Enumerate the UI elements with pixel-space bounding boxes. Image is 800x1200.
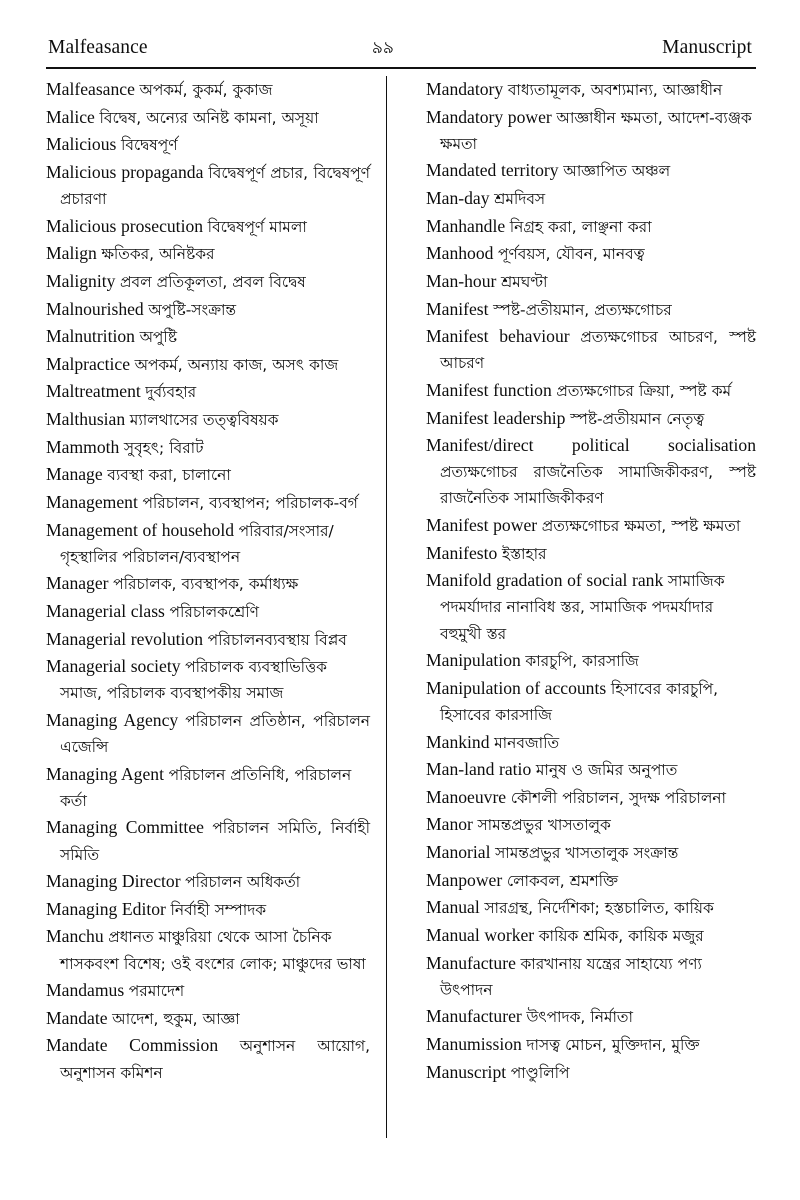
entry-gloss: মানবজাতি [494, 733, 560, 752]
dictionary-entry [46, 296, 370, 322]
dictionary-entry [46, 761, 370, 813]
dictionary-entry [426, 729, 756, 755]
entry-gloss: কারচুপি, কারসাজি [525, 652, 639, 671]
entry-gloss: ইস্তাহার [501, 544, 547, 563]
entry-gloss: বিদ্বেষ, অন্যের অনিষ্ট কামনা, অসূয়া [99, 108, 319, 127]
entry-headword: Man-day [426, 188, 490, 208]
entry-gloss: কৌশলী পরিচালন, সুদক্ষ পরিচালনা [510, 788, 726, 807]
entry-gloss: পরিচালন প্রতিষ্ঠান, পরিচালন এজেন্সি [60, 711, 370, 756]
dictionary-entry [46, 1005, 370, 1031]
running-head [46, 38, 756, 60]
entry-gloss: পরিচালন সমিতি, নির্বাহী সমিতি [60, 819, 370, 864]
entry-headword: Manorial [426, 842, 491, 862]
entry-gloss: শ্রমঘণ্টা [500, 272, 548, 291]
entry-gloss: লোকবল, শ্রমশক্তি [506, 871, 618, 890]
entry-headword: Manhood [426, 243, 494, 264]
dictionary-entry [46, 707, 370, 759]
dictionary-entry [46, 814, 370, 866]
dictionary-entry [426, 377, 756, 403]
entry-gloss: ব্যবস্থা করা, চালানো [107, 466, 231, 485]
entry-headword: Manoeuvre [426, 786, 507, 807]
entry-headword: Managing Agent [46, 763, 164, 784]
entry-headword: Mandate [46, 1007, 108, 1028]
entry-gloss: পরমাদেশ [128, 982, 185, 1001]
entry-gloss: পরিচালন অধিকর্তা [185, 873, 301, 892]
entry-gloss: সুবৃহৎ; বিরাট [123, 438, 204, 457]
entry-gloss: হিসাবের কারচুপি, হিসাবের কারসাজি [440, 679, 718, 724]
dictionary-entry [426, 894, 756, 920]
entry-gloss: আদেশ, হুকুম, আজ্ঞা [112, 1009, 240, 1028]
entry-headword: Malignity [46, 270, 116, 291]
dictionary-entry [46, 517, 370, 569]
entry-gloss: নিগ্রহ করা, লাঞ্ছনা করা [509, 217, 652, 236]
dictionary-entry [426, 675, 756, 727]
dictionary-entry [46, 598, 370, 624]
entry-headword: Manor [426, 814, 473, 835]
entry-headword: Manufacturer [426, 1006, 522, 1027]
columns-container [46, 76, 756, 1166]
dictionary-entry [426, 213, 756, 239]
entry-headword: Manifold gradation of social rank [426, 570, 664, 591]
entry-headword: Malign [46, 243, 97, 264]
entry-gloss: অপকর্ম, কুকর্ম, কুকাজ [139, 81, 273, 99]
dictionary-entry [426, 1059, 756, 1085]
entry-headword: Management [46, 491, 138, 512]
entry-headword: Managing Committee [46, 817, 204, 838]
entry-headword: Manhandle [426, 215, 506, 236]
entry-gloss: প্রত্যক্ষগোচর রাজনৈতিক সামাজিকীকরণ, স্পষ্ট রাজনৈতিক সামাজিকীকরণ [440, 463, 756, 508]
dictionary-entry [46, 76, 370, 102]
right-column [426, 76, 756, 1166]
entry-headword: Managerial revolution [46, 628, 204, 649]
dictionary-entry [426, 512, 756, 538]
dictionary-entry [426, 323, 756, 375]
entry-headword: Managing Director [46, 871, 181, 892]
dictionary-entry [46, 323, 370, 349]
entry-gloss: আজ্ঞাধীন ক্ষমতা, আদেশ-ব্যঞ্জক ক্ষমতা [440, 108, 752, 153]
entry-headword: Malnutrition [46, 326, 135, 347]
entry-headword: Managing Editor [46, 898, 166, 919]
entry-gloss: দুর্ব্যবহার [145, 383, 197, 402]
entry-headword: Manifest behaviour [426, 326, 570, 347]
entry-gloss: পরিচালক ব্যবস্থাভিত্তিক সমাজ, পরিচালক ব্যবস্থাপকীয় সমাজ [60, 658, 327, 703]
entry-gloss: অপুষ্টি [139, 328, 177, 347]
dictionary-entry [426, 540, 756, 566]
dictionary-entry [426, 1003, 756, 1029]
dictionary-entry [46, 896, 370, 922]
dictionary-entry [46, 406, 370, 432]
dictionary-entry [46, 159, 370, 211]
dictionary-entry [46, 868, 370, 894]
dictionary-entry [426, 268, 756, 294]
entry-headword: Malnourished [46, 298, 144, 319]
entry-gloss: অপুষ্টি-সংক্রান্ত [148, 300, 237, 319]
entry-headword: Manipulation [426, 650, 521, 671]
entry-gloss: স্পষ্ট-প্রতীয়মান, প্রত্যক্ষগোচর [493, 300, 672, 319]
dictionary-entry [426, 104, 756, 156]
entry-headword: Managerial class [46, 600, 165, 621]
entry-gloss: প্রত্যক্ষগোচর ক্ষমতা, স্পষ্ট ক্ষমতা [541, 517, 741, 535]
entry-headword: Manifest function [426, 379, 552, 400]
entry-headword: Manifest leadership [426, 407, 566, 428]
entry-headword: Manchu [46, 926, 104, 947]
dictionary-entry [46, 653, 370, 705]
dictionary-entry [46, 461, 370, 487]
entry-headword: Malthusian [46, 409, 126, 429]
entry-gloss: পরিচালনব্যবস্থায় বিপ্লব [207, 630, 347, 649]
dictionary-entry [46, 626, 370, 652]
dictionary-entry [426, 839, 756, 865]
entry-headword: Malice [46, 106, 95, 127]
dictionary-entry [426, 756, 756, 782]
dictionary-entry [46, 570, 370, 596]
dictionary-entry [46, 131, 370, 157]
dictionary-entry [426, 157, 756, 183]
entry-gloss: প্রবল প্রতিকূলতা, প্রবল বিদ্বেষ [120, 272, 306, 291]
entry-gloss: সামন্তপ্রভুর খাসতালুক সংক্রান্ত [495, 844, 679, 862]
entry-headword: Mandatory [426, 79, 504, 99]
entry-gloss: প্রত্যক্ষগোচর আচরণ, স্পষ্ট আচরণ [440, 328, 756, 373]
entry-headword: Manuscript [426, 1061, 507, 1082]
entry-headword: Manpower [426, 869, 503, 890]
entry-headword: Malpractice [46, 353, 131, 374]
running-head-right-word: Manuscript [662, 37, 752, 58]
entry-headword: Malfeasance [46, 79, 135, 99]
entry-gloss: কায়িক শ্রমিক, কায়িক মজুর [538, 926, 704, 945]
dictionary-entry [426, 950, 756, 1002]
entry-gloss: সামাজিক পদমর্যাদার নানাবিধ স্তর, সামাজিক পদমর্যাদার বহুমুখী স্তর [440, 572, 725, 643]
entry-gloss: বিদ্বেষপূর্ণ [120, 136, 178, 155]
entry-gloss: সারগ্রন্থ, নির্দেশিকা; হস্তচালিত, কায়িক [484, 899, 714, 918]
entry-headword: Manual [426, 897, 480, 918]
entry-gloss: প্রধানত মাঞ্চুরিয়া থেকে আসা চৈনিক শাসকবংশ বিশেষ; ওই বংশের লোক; মাঞ্চুদের ভাষা [60, 928, 366, 973]
dictionary-entry [46, 489, 370, 515]
entry-headword: Managing Agency [46, 709, 179, 730]
entry-gloss: আজ্ঞাপিত অঞ্চল [563, 162, 671, 181]
entry-gloss: স্পষ্ট-প্রতীয়মান নেতৃত্ব [570, 409, 705, 428]
entry-gloss: পরিচালক, ব্যবস্থাপক, কর্মাধ্যক্ষ [113, 575, 299, 594]
entry-gloss: বিদ্বেষপূর্ণ মামলা [207, 217, 307, 236]
entry-headword: Manipulation of accounts [426, 677, 607, 698]
dictionary-entry [426, 432, 756, 510]
entry-headword: Manage [46, 464, 103, 485]
left-column [46, 76, 378, 1166]
dictionary-entry [46, 923, 370, 975]
entry-gloss: পরিচালকশ্রেণি [169, 602, 259, 621]
entry-headword: Manumission [426, 1033, 522, 1054]
entry-headword: Manifesto [426, 542, 498, 563]
dictionary-entry [426, 867, 756, 893]
entry-gloss: প্রত্যক্ষগোচর ক্রিয়া, স্পষ্ট কর্ম [556, 381, 732, 400]
entry-headword: Manufacture [426, 952, 516, 973]
dictionary-entry [46, 378, 370, 404]
running-head-left-word: Malfeasance [48, 37, 148, 58]
entry-gloss: ম্যালথাসের তত্ত্ববিষয়ক [129, 411, 279, 429]
entry-headword: Man-land ratio [426, 759, 532, 780]
entry-headword: Malicious prosecution [46, 215, 204, 236]
entry-gloss: উৎপাদক, নির্মাতা [526, 1008, 633, 1027]
entry-gloss: মানুষ ও জমির অনুপাত [535, 761, 678, 780]
dictionary-entry [426, 405, 756, 431]
entry-gloss: দাসত্ব মোচন, মুক্তিদান, মুক্তি [526, 1035, 700, 1054]
dictionary-entry [426, 296, 756, 322]
entry-headword: Manual worker [426, 924, 535, 945]
entry-gloss: অপকর্ম, অন্যায় কাজ, অসৎ কাজ [134, 355, 339, 374]
dictionary-entry [426, 647, 756, 673]
entry-gloss: শ্রমদিবস [494, 190, 546, 208]
entry-headword: Manifest [426, 298, 489, 319]
entry-headword: Mankind [426, 731, 490, 752]
entry-headword: Manifest power [426, 515, 538, 535]
entry-headword: Mandamus [46, 980, 125, 1001]
dictionary-entry [46, 977, 370, 1003]
dictionary-entry [426, 784, 756, 810]
entry-headword: Mandate Commission [46, 1035, 219, 1056]
dictionary-entry [46, 104, 370, 130]
entry-gloss: সামন্তপ্রভুর খাসতালুক [477, 816, 611, 835]
dictionary-entry [46, 434, 370, 460]
entry-headword: Mammoth [46, 436, 120, 457]
entry-gloss: পরিচালন প্রতিনিধি, পরিচালন কর্তা [60, 765, 352, 810]
entry-headword: Malicious propaganda [46, 161, 204, 182]
entry-headword: Manifest/direct political socialisation [426, 435, 756, 456]
entry-gloss: পরিবার/সংসার/গৃহস্থালির পরিচালন/ব্যবস্থাপন [60, 521, 334, 566]
entry-gloss: বাধ্যতামূলক, অবশ্যমান্য, আজ্ঞাধীন [507, 81, 723, 99]
dictionary-entry [46, 1032, 370, 1084]
dictionary-entry [46, 351, 370, 377]
dictionary-entry [426, 76, 756, 102]
header-divider-rule [46, 67, 756, 69]
entry-headword: Mandated territory [426, 160, 559, 181]
dictionary-entry [426, 185, 756, 211]
dictionary-entry [426, 567, 756, 645]
entry-headword: Manager [46, 573, 109, 594]
dictionary-entry [426, 240, 756, 266]
entry-gloss: কারখানায় যন্ত্রের সাহায্যে পণ্য উৎপাদন [440, 954, 702, 999]
entry-gloss: পূর্ণবয়স, যৌবন, মানবত্ব [498, 245, 645, 264]
entry-headword: Managerial society [46, 656, 181, 677]
entry-gloss: বিদ্বেষপূর্ণ প্রচার, বিদ্বেষপূর্ণ প্রচারণা [60, 163, 370, 208]
dictionary-entry [426, 1031, 756, 1057]
entry-headword: Mandatory power [426, 106, 552, 127]
entry-headword: Maltreatment [46, 381, 141, 402]
entry-gloss: ক্ষতিকর, অনিষ্টকর [101, 245, 215, 264]
entry-gloss: নির্বাহী সম্পাদক [170, 900, 267, 919]
entry-gloss: পরিচালন, ব্যবস্থাপন; পরিচালক-বর্গ [142, 493, 358, 512]
dictionary-entry [46, 213, 370, 239]
entry-headword: Man-hour [426, 270, 497, 291]
entry-gloss: অনুশাসন আয়োগ, অনুশাসন কমিশন [60, 1037, 370, 1082]
dictionary-entry [426, 922, 756, 948]
column-divider-rule [386, 76, 387, 1138]
dictionary-entry [426, 811, 756, 837]
entry-gloss: পাণ্ডুলিপি [510, 1063, 570, 1082]
entry-headword: Malicious [46, 134, 117, 155]
dictionary-entry [46, 268, 370, 294]
entry-headword: Management of household [46, 519, 235, 540]
page-number: ৯৯ [371, 38, 394, 58]
dictionary-entry [46, 240, 370, 266]
